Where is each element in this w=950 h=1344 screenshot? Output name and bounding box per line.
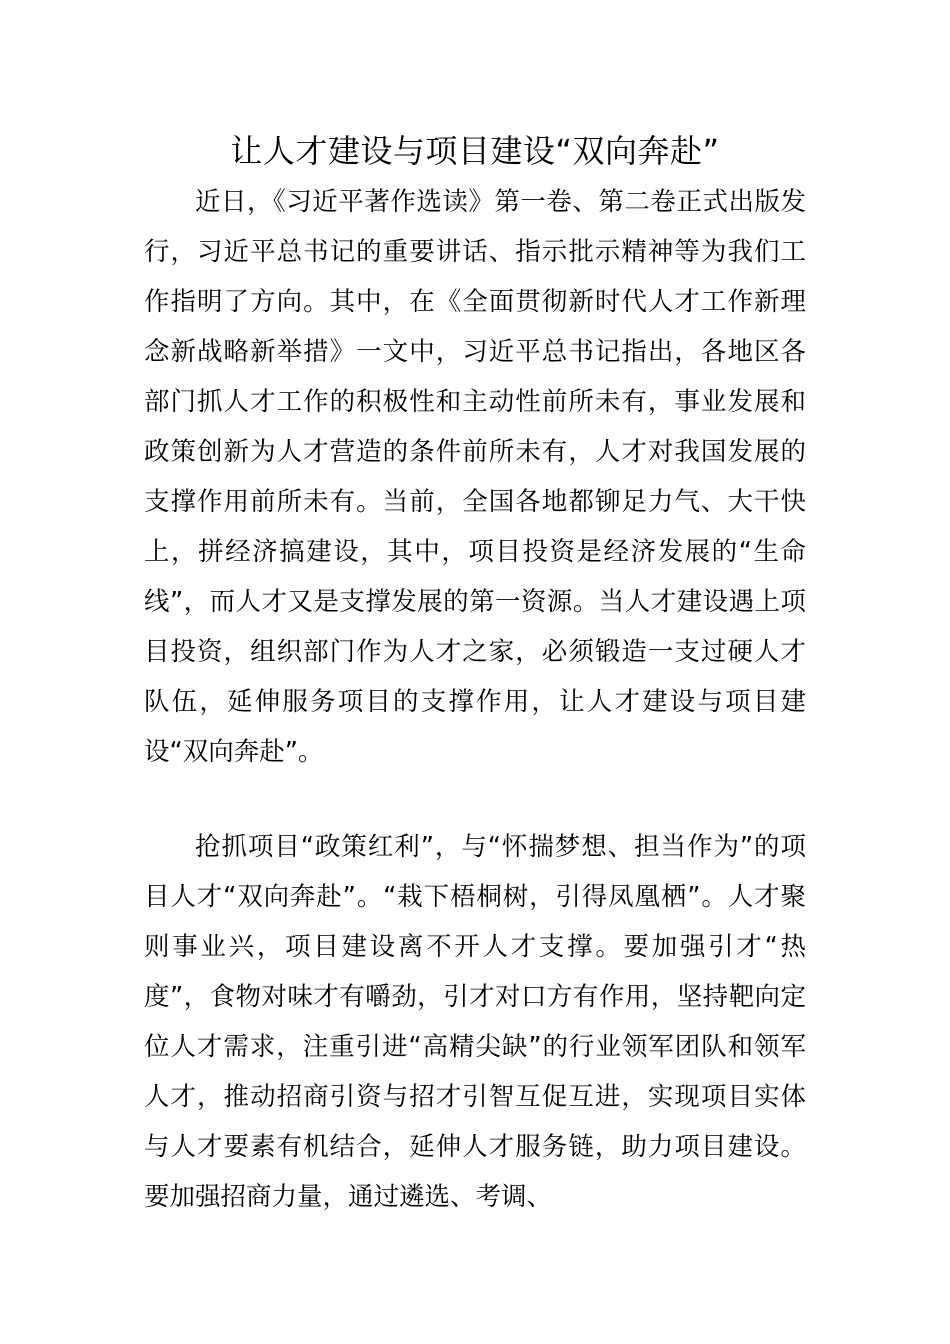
paragraph-2: 抢抓项目“政策红利”，与“怀揣梦想、担当作为”的项目人才“双向奔赴”。“栽下梧桐树，引得凤凰栖”。人才聚则事业兴，项目建设离不开人才支撑。要加强引才“热度”，食物对味才有嚼劲，引才对口方有作用，坚持靶向定位人才需求，注重引进“高精尖缺”的行业领军团队和领军人才，推动招商引资与招才引智互促互进，实现项目实体与人才要素有机结合，延伸人才服务链，助力项目建设。要加强招商力量，通过遴选、考调、 — [144, 832, 806, 1212]
paragraph-1: 近日，《习近平著作选读》第一卷、第二卷正式出版发行，习近平总书记的重要讲话、指示批示精神等为我们工作指明了方向。其中，在《全面贯彻新时代人才工作新理念新战略新举措》一文中，习近平总书记指出，各地区各部门抓人才工作的积极性和主动性前所未有，事业发展和政策创新为人才营造的条件前所未有，人才对我国发展的支撑作用前所未有。当前，全国各地都铆足力气、大干快上，拼经济搞建设，其中，项目投资是经济发展的“生命线”，而人才又是支撑发展的第一资源。当人才建设遇上项目投资，组织部门作为人才之家，必须锻造一支过硬人才队伍，延伸服务项目的支撑作用，让人才建设与项目建设“双向奔赴”。 — [144, 187, 806, 767]
document-title: 让人才建设与项目建设“双向奔赴” — [230, 132, 720, 170]
